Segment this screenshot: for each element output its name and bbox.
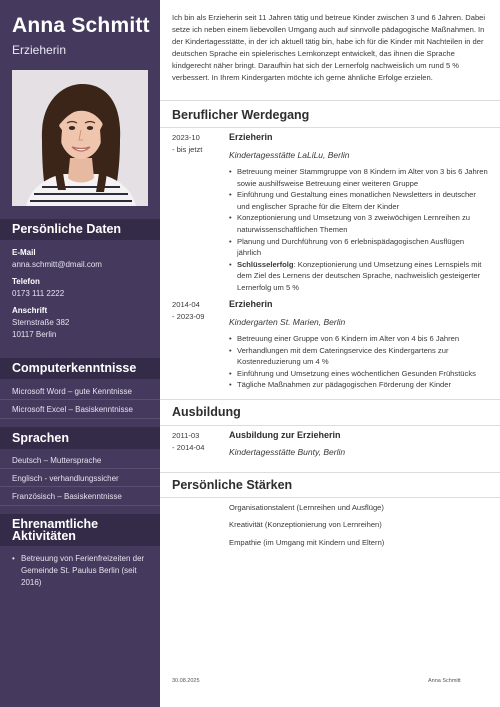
- volunteer-heading: [0, 514, 160, 546]
- education-school: Kindertagesstätte Bunty, Berlin: [229, 447, 346, 457]
- divider: [0, 399, 160, 400]
- education-date: [172, 430, 224, 454]
- job-bullet-list: [229, 166, 489, 294]
- divider: [0, 468, 160, 469]
- computer-skill-item: Microsoft Excel – Basiskenntnisse: [12, 405, 133, 414]
- address-street: Sternstraße 382: [12, 318, 70, 327]
- phone-value[interactable]: 0173 111 2222: [12, 289, 65, 298]
- email-value[interactable]: anna.schmitt@dmail.com: [12, 260, 102, 269]
- volunteer-item: • Betreuung von Ferienfreizeiten der Gemeinde St. Paulus Berlin (seit 2016): [12, 553, 152, 589]
- profile-photo: [12, 70, 148, 206]
- job-date: [172, 299, 224, 323]
- job-date-end: - bis jetzt: [172, 145, 203, 154]
- strength-item: Kreativität (Konzeptionierung von Lernreihen): [229, 520, 382, 529]
- divider: [160, 100, 500, 101]
- job-bullet: • Verhandlungen mit dem Cateringservice des Kindergartens zur Kostenreduzierung um 4 %: [229, 345, 489, 368]
- job-bullet: • Betreuung meiner Stammgruppe von 8 Kindern im Alter von 3 bis 6 Jahren sowie aushilfsweise Betreuung einer weiteren Gruppe: [229, 166, 489, 189]
- language-item: Französisch – Basiskenntnisse: [12, 492, 122, 501]
- job-date-start: 2014-04: [172, 300, 200, 309]
- job-bullet: • Betreuung einer Gruppe von 6 Kindern im Alter von 4 bis 6 Jahren: [229, 333, 489, 345]
- education-heading: Ausbildung: [172, 405, 241, 419]
- personal-data-heading: Persönliche Daten: [0, 219, 160, 240]
- divider: [0, 418, 160, 419]
- education-degree: Ausbildung zur Erzieherin: [229, 430, 341, 440]
- address-city: 10117 Berlin: [12, 330, 57, 339]
- volunteer-heading-line1: Ehrenamtliche: [12, 517, 99, 531]
- phone-label: Telefon: [12, 277, 40, 286]
- highlight-text: : Konzeptionierung und Umsetzung eines Lernspiels mit dem Ziel des Lernens der deutschen Sprache, nachweislich gesteigerter Lernerfolg um 5 %: [237, 259, 482, 292]
- divider: [160, 497, 500, 498]
- computer-skill-item: Microsoft Word – gute Kenntnisse: [12, 387, 132, 396]
- job-bullet: • Einführung und Umsetzung eines wöchentlichen Gesunden Frühstücks: [229, 368, 489, 380]
- languages-heading: Sprachen: [0, 427, 160, 449]
- strength-item: Organisationstalent (Lernreihen und Ausflüge): [229, 503, 384, 512]
- education-date-start: 2011-03: [172, 431, 200, 440]
- job-date: [172, 132, 224, 156]
- highlight-label: Schlüsselerfolg: [237, 259, 294, 269]
- experience-heading: Beruflicher Werdegang: [172, 108, 310, 122]
- portrait-image: [12, 70, 148, 206]
- job-bullet: • Konzeptionierung und Umsetzung von 3 zweiwöchigen Lernreihen zu naturwissenschaftlichen Themen: [229, 212, 489, 235]
- language-item: Englisch - verhandlungssicher: [12, 474, 119, 483]
- job-bullet: • Planung und Durchführung von 6 erlebnispädagogischen Ausflügen jährlich: [229, 236, 489, 259]
- job-bullet: • Einführung und Gestaltung eines monatlichen Newsletters in deutscher und englischer Sprache für die Eltern der Kinder: [229, 189, 489, 212]
- candidate-name: Anna Schmitt: [12, 14, 150, 37]
- divider: [160, 399, 500, 400]
- job-employer: Kindergarten St. Marien, Berlin: [229, 317, 346, 327]
- job-bullet-highlight: [229, 259, 489, 294]
- strengths-heading: Persönliche Stärken: [172, 478, 293, 492]
- divider: [160, 472, 500, 473]
- divider: [0, 486, 160, 487]
- language-item: Deutsch – Muttersprache: [12, 456, 102, 465]
- intro-paragraph: Ich bin als Erzieherin seit 11 Jahren tätig und betreue Kinder zwischen 3 und 6 Jahren. Dabei setze ich neben einem liebevollen Umgang auch auf sinnvolle pädagogische Maßnahmen. In der Kindertagesstätte, in der ich aktuell tätig bin, habe ich für die Kinder mit Nachteilen in der deutschen Sprache ein spielerisches Lernkonzept entwickelt, das ihnen die Sprache kindgerecht näher bringt. Daraufhin hat sich der Lernerfolg nachweislich um rund 5 % verbessert. In Ihrem Kindergarten möchte ich gerne ähnliche Erfolge erzielen.: [172, 13, 486, 82]
- divider: [0, 505, 160, 506]
- email-label: E-Mail: [12, 248, 36, 257]
- computer-skills-heading: Computerkenntnisse: [0, 358, 160, 379]
- sidebar: [0, 0, 160, 707]
- job-date-start: 2023-10: [172, 133, 200, 142]
- job-date-end: - 2023-09: [172, 312, 205, 321]
- divider: [160, 127, 500, 128]
- main-content: [160, 0, 500, 707]
- footer-date: 30.08.2025: [172, 678, 200, 684]
- job-employer: Kindertagesstätte LaLiLu, Berlin: [229, 150, 350, 160]
- job-title: Erzieherin: [229, 132, 273, 142]
- divider: [160, 425, 500, 426]
- job-bullet: • Tägliche Maßnahmen zur pädagogischen Förderung der Kinder: [229, 379, 489, 391]
- strength-item: Empathie (im Umgang mit Kindern und Eltern): [229, 538, 385, 547]
- address-label: Anschrift: [12, 306, 48, 315]
- job-title: Erzieherin: [229, 299, 273, 309]
- footer-name: Anna Schmitt: [428, 678, 461, 684]
- candidate-role: Erzieherin: [12, 43, 67, 57]
- job-bullet-list: [229, 333, 489, 391]
- volunteer-heading-line2: Aktivitäten: [12, 529, 76, 543]
- education-date-end: - 2014-04: [172, 443, 205, 452]
